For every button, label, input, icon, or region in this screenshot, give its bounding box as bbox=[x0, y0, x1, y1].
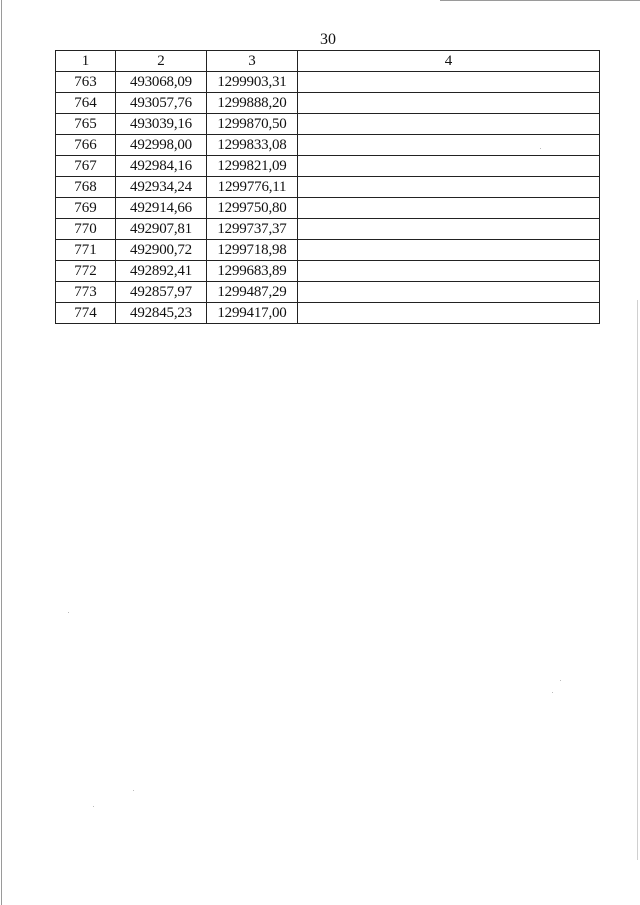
notes-cell bbox=[298, 156, 600, 177]
x-coordinate-cell: 492857,97 bbox=[116, 282, 207, 303]
column-header-x: 2 bbox=[116, 51, 207, 72]
table-row bbox=[56, 177, 600, 198]
y-coordinate-cell: 1299870,50 bbox=[207, 114, 298, 135]
column-header-number: 1 bbox=[56, 51, 116, 72]
table-row bbox=[56, 240, 600, 261]
point-number-cell: 763 bbox=[56, 72, 116, 93]
table-row bbox=[56, 282, 600, 303]
point-number-cell: 772 bbox=[56, 261, 116, 282]
y-coordinate-cell: 1299776,11 bbox=[207, 177, 298, 198]
y-coordinate-cell: 1299737,37 bbox=[207, 219, 298, 240]
point-number-cell: 765 bbox=[56, 114, 116, 135]
notes-cell bbox=[298, 198, 600, 219]
y-coordinate-cell: 1299718,98 bbox=[207, 240, 298, 261]
point-number-cell: 774 bbox=[56, 303, 116, 324]
y-coordinate-cell: 1299750,80 bbox=[207, 198, 298, 219]
coordinates-table bbox=[55, 50, 600, 324]
point-number-cell: 766 bbox=[56, 135, 116, 156]
table-row bbox=[56, 219, 600, 240]
x-coordinate-cell: 493068,09 bbox=[116, 72, 207, 93]
notes-cell bbox=[298, 93, 600, 114]
y-coordinate-cell: 1299417,00 bbox=[207, 303, 298, 324]
notes-cell bbox=[298, 303, 600, 324]
y-coordinate-cell: 1299833,08 bbox=[207, 135, 298, 156]
notes-cell bbox=[298, 72, 600, 93]
notes-cell bbox=[298, 240, 600, 261]
scan-edge-left bbox=[1, 0, 2, 905]
table-row bbox=[56, 198, 600, 219]
point-number-cell: 767 bbox=[56, 156, 116, 177]
table-row bbox=[56, 303, 600, 324]
notes-cell bbox=[298, 135, 600, 156]
y-coordinate-cell: 1299821,09 bbox=[207, 156, 298, 177]
y-coordinate-cell: 1299888,20 bbox=[207, 93, 298, 114]
table-row bbox=[56, 156, 600, 177]
scan-edge-top bbox=[440, 0, 640, 1]
table-row bbox=[56, 135, 600, 156]
x-coordinate-cell: 493039,16 bbox=[116, 114, 207, 135]
column-header-y: 3 bbox=[207, 51, 298, 72]
notes-cell bbox=[298, 177, 600, 198]
point-number-cell: 768 bbox=[56, 177, 116, 198]
x-coordinate-cell: 492907,81 bbox=[116, 219, 207, 240]
point-number-cell: 773 bbox=[56, 282, 116, 303]
scan-speck bbox=[68, 612, 69, 613]
scan-edge-right bbox=[637, 300, 638, 860]
table-row bbox=[56, 261, 600, 282]
x-coordinate-cell: 492845,23 bbox=[116, 303, 207, 324]
table-header-row bbox=[56, 51, 600, 72]
scan-speck bbox=[540, 148, 541, 149]
y-coordinate-cell: 1299683,89 bbox=[207, 261, 298, 282]
scan-speck bbox=[133, 790, 134, 791]
x-coordinate-cell: 492900,72 bbox=[116, 240, 207, 261]
y-coordinate-cell: 1299487,29 bbox=[207, 282, 298, 303]
table-row bbox=[56, 72, 600, 93]
point-number-cell: 770 bbox=[56, 219, 116, 240]
notes-cell bbox=[298, 282, 600, 303]
notes-cell bbox=[298, 219, 600, 240]
notes-cell bbox=[298, 114, 600, 135]
point-number-cell: 764 bbox=[56, 93, 116, 114]
point-number-cell: 769 bbox=[56, 198, 116, 219]
x-coordinate-cell: 492914,66 bbox=[116, 198, 207, 219]
scan-speck bbox=[560, 680, 561, 681]
x-coordinate-cell: 493057,76 bbox=[116, 93, 207, 114]
x-coordinate-cell: 492998,00 bbox=[116, 135, 207, 156]
x-coordinate-cell: 492984,16 bbox=[116, 156, 207, 177]
x-coordinate-cell: 492892,41 bbox=[116, 261, 207, 282]
x-coordinate-cell: 492934,24 bbox=[116, 177, 207, 198]
scan-speck bbox=[552, 692, 553, 693]
point-number-cell: 771 bbox=[56, 240, 116, 261]
table-row bbox=[56, 114, 600, 135]
y-coordinate-cell: 1299903,31 bbox=[207, 72, 298, 93]
page-number: 30 bbox=[320, 31, 336, 48]
notes-cell bbox=[298, 261, 600, 282]
scan-speck bbox=[93, 806, 94, 807]
table-row bbox=[56, 93, 600, 114]
column-header-notes: 4 bbox=[298, 51, 600, 72]
